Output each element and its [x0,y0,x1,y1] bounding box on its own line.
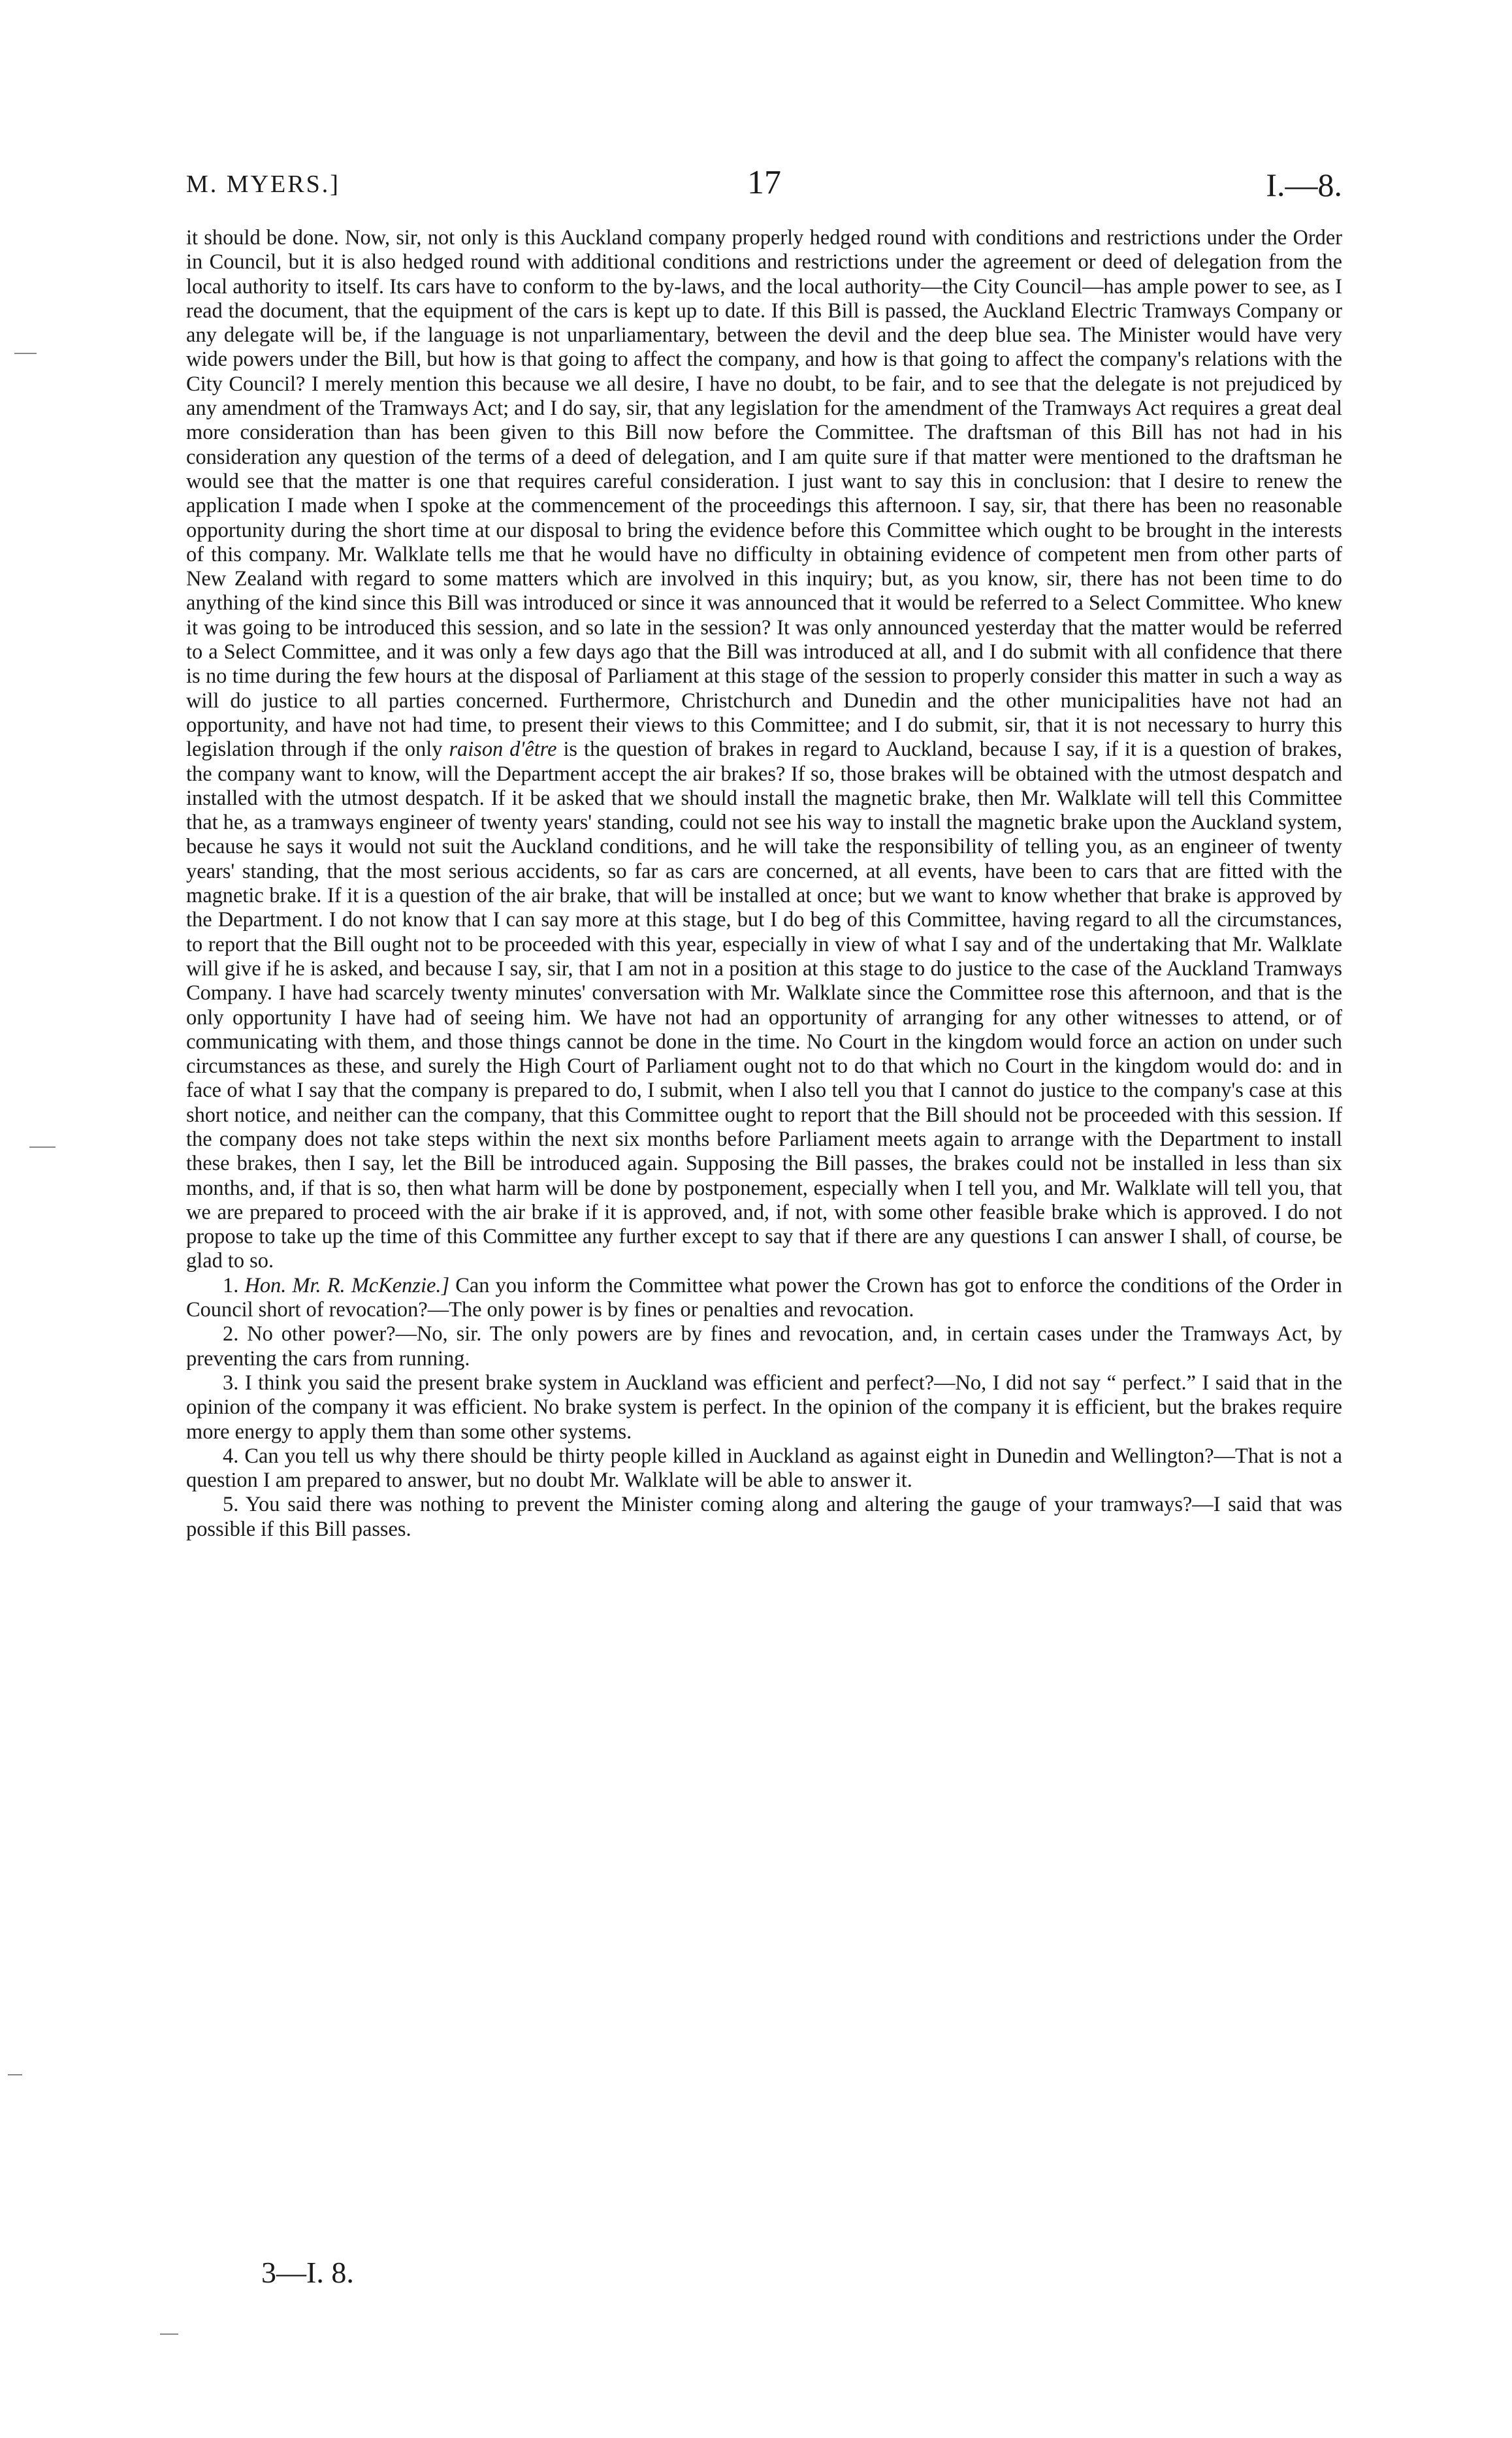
page-header [186,163,1342,209]
margin-mark [29,1146,56,1148]
margin-mark [14,353,37,354]
question-3: 3. I think you said the present brake system in Auckland was efficient and perfect?—No, I did not say “ perfect.” I said that in the opinion of the company it was efficient. No brake system is perfect. In the opinion of the company it is efficient, but the brakes require more energy to apply them than some other systems. [186,1371,1342,1444]
question-2: 2. No other power?—No, sir. The only powers are by fines and revocation, and, in certain cases under the Tramways Act, by preventing the cars from running. [186,1322,1342,1371]
paragraph-statement [186,226,1342,1274]
margin-mark [8,2074,22,2075]
paper-reference: I.—8. [1266,167,1342,203]
body-text [186,226,1342,1542]
question-1-speaker: Hon. Mr. R. McKenzie.] [244,1273,450,1297]
statement-text-continued: is the question of brakes in regard to Auckland, because I say, if it is a question of brakes, the company want to know, will the Department accept the air brakes? If so, those brakes will be obtained with the utmost despatch and installed with the utmost despatch. If it be asked that we should install the magnetic brake, then Mr. Walklate will tell this Committee that he, as a tramways engineer of twenty years' standing, could not see his way to install the magnetic brake upon the Auckland system, because he says it would not suit the Auckland conditions, and he will take the responsibility of telling you, as an engineer of twenty years' standing, that the most serious accidents, so far as cars are concerned, at all events, have been to cars that are fitted with the magnetic brake. If it is a question of the air brake, that will be installed at once; but we want to know whether that brake is approved by the Department. I do not know that I can say more at this stage, but I do beg of this Committee, having regard to all the circumstances, to report that the Bill ought not to be proceeded with this year, especially in view of what I say and of the undertaking that Mr. Walklate will give if he is asked, and because I say, sir, that I am not in a position at this stage to do justice to the case of the Auckland Tramways Company. I have had scarcely twenty minutes' conversation with Mr. Walklate since the Committee rose this afternoon, and that is the only opportunity I have had of seeing him. We have not had an opportunity of arranging for any other witnesses to attend, or of communicating with them, and those things cannot be done in the time. No Court in the kingdom would force an action on under such circumstances as these, and surely the High Court of Parliament ought not to do that which no Court in the kingdom would do: and in face of what I say that the company is prepared to do, I submit, when I also tell you that I cannot do justice to the company's case at this short notice, and neither can the company, that this Committee ought to report that the Bill should not be proceeded with this session. If the company does not take steps within the next six months before Parliament meets again to arrange with the Department to install these brakes, then I say, let the Bill be introduced again. Supposing the Bill passes, the brakes could not be installed in less than six months, and, if that is so, then what harm will be done by postponement, especially when I tell you, and Mr. Walklate will tell you, that we are prepared to proceed with the air brake if it is approved, and, if not, with some other feasible brake which is approved. I do not propose to take up the time of this Committee any further except to say that if there are any questions I can answer I shall, of course, be glad to so. [186,738,1343,1273]
signature-mark: 3—I. 8. [261,2256,354,2289]
margin-mark [160,2333,178,2335]
question-1-number: 1. [223,1273,239,1297]
page-number: 17 [747,164,781,201]
statement-italic-phrase: raison d'être [449,738,557,762]
question-1 [186,1274,1342,1323]
statement-text: it should be done. Now, sir, not only is this Auckland company properly hedged round with conditions and restrictions under the Order in Council, but it is also hedged round with additional conditions and restrictions under the agreement or deed of delegation from the local authority to itself. Its cars have to conform to the by-laws, and the local authority—the City Council—has ample power to see, as I read the document, that the equipment of the cars is kept up to date. If this Bill is passed, the Auckland Electric Tramways Company or any delegate will be, if the language is not unparliamentary, between the devil and the deep blue sea. The Minister would have very wide powers under the Bill, but how is that going to affect the company, and how is that going to affect the company's relations with the City Council? I merely mention this because we all desire, I have no doubt, to be fair, and to see that the delegate is not prejudiced by any amendment of the Tramways Act; and I do say, sir, that any legislation for the amendment of the Tramways Act requires a great deal more consideration than has been given to this Bill now before the Committee. The draftsman of this Bill has not had in his consideration any question of the terms of a deed of delegation, and I am quite sure if that matter were mentioned to the draftsman he would see that the matter is one that requires careful consideration. I just want to say this in conclusion: that I desire to renew the application I made when I spoke at the commencement of the proceedings this afternoon. I say, sir, that there has been no reasonable opportunity during the short time at our disposal to bring the evidence before this Committee which ought to be brought in the interests of this company. Mr. Walklate tells me that he would have no difficulty in obtaining evidence of competent men from other parts of New Zealand with regard to some matters which are involved in this inquiry; but, as you know, sir, there has not been time to do anything of the kind since this Bill was introduced or since it was announced that it would be referred to a Select Committee. Who knew it was going to be introduced this session, and so late in the session? It was only announced yesterday that the matter would be referred to a Select Committee, and it was only a few days ago that the Bill was introduced at all, and I do submit with all confidence that there is no time during the few hours at the disposal of Parliament at this stage of the session to properly consider this matter in such a way as will do justice to all parties concerned. Furthermore, Christchurch and Dunedin and the other municipalities have not had an opportunity, and have not had time, to present their views to this Committee; and I do submit, sir, that it is not necessary to hurry this legislation through if the only [186,226,1342,762]
question-1-text: Can you inform the Committee what power the Crown has got to enforce the conditions of the Order in Council short of revocation?—The only power is by fines or penalties and revocation. [186,1273,1342,1322]
question-5: 5. You said there was nothing to prevent the Minister coming along and altering the gauge of your tramways?—I said that was possible if this Bill passes. [186,1493,1342,1541]
question-4: 4. Can you tell us why there should be thirty people killed in Auckland as against eight in Dunedin and Wellington?—That is not a question I am prepared to answer, but no doubt Mr. Walklate will be able to answer it. [186,1444,1342,1493]
header-speaker: M. MYERS.] [186,171,340,198]
